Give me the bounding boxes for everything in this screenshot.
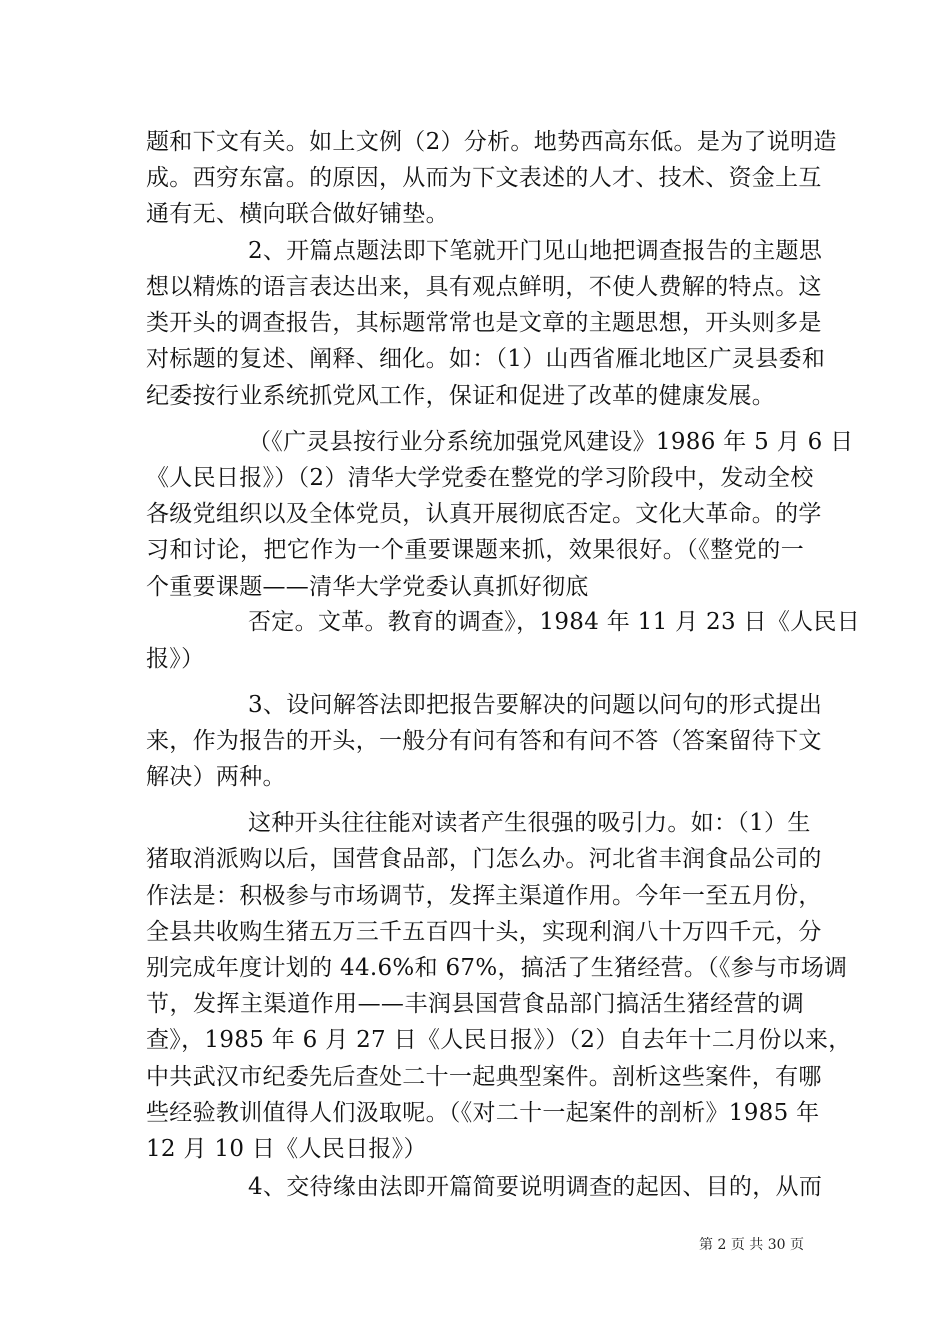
text-line: 来，作为报告的开头，一般分有问有答和有问不答（答案留待下文 — [146, 728, 822, 754]
text-line: 通有无、横向联合做好铺垫。 — [146, 201, 449, 227]
text-line: 别完成年度计划的 44.6%和 67%，搞活了生猪经营。（《参与市场调 — [146, 955, 848, 981]
text-line: 12 月 10 日《人民日报》） — [146, 1136, 427, 1162]
text-line: 纪委按行业系统抓党风工作，保证和促进了改革的健康发展。 — [146, 383, 776, 409]
text-line: 查》，1985 年 6 月 27 日《人民日报》）（2）自去年十二月份以来， — [146, 1027, 852, 1053]
text-line: 成。西穷东富。的原因，从而为下文表述的人才、技术、资金上互 — [146, 165, 822, 191]
text-line: 类开头的调查报告，其标题常常也是文章的主题思想，开头则多是 — [146, 310, 822, 336]
text-line: 全县共收购生猪五万三千五百四十头，实现利润八十万四千元，分 — [146, 919, 822, 945]
text-line: 猪取消派购以后，国营食品部，门怎么办。河北省丰润食品公司的 — [146, 846, 822, 872]
text-line: 3、设问解答法即把报告要解决的问题以问句的形式提出 — [248, 692, 823, 718]
text-line: （《广灵县按行业分系统加强党风建设》1986 年 5 月 6 日 — [248, 429, 854, 455]
text-line: 各级党组织以及全体党员，认真开展彻底否定。文化大革命。的学 — [146, 501, 822, 527]
text-line: 《人民日报》）（2）清华大学党委在整党的学习阶段中，发动全校 — [146, 465, 814, 491]
text-line: 解决）两种。 — [146, 764, 286, 790]
text-line: 个重要课题——清华大学党委认真抓好彻底 — [146, 574, 589, 600]
text-line: 题和下文有关。如上文例（2）分析。地势西高东低。是为了说明造 — [146, 129, 837, 155]
text-line: 想以精炼的语言表达出来，具有观点鲜明，不使人费解的特点。这 — [146, 274, 822, 300]
text-line: 节，发挥主渠道作用——丰润县国营食品部门搞活生猪经营的调 — [146, 991, 804, 1017]
text-line: 中共武汉市纪委先后查处二十一起典型案件。剖析这些案件，有哪 — [146, 1064, 822, 1090]
text-line: 习和讨论，把它作为一个重要课题来抓，效果很好。（《整党的一 — [146, 537, 804, 563]
text-line: 否定。文革。教育的调查》，1984 年 11 月 23 日《人民日 — [248, 609, 861, 635]
text-line: 这种开头往往能对读者产生很强的吸引力。如：（1）生 — [248, 810, 811, 836]
text-line: 作法是：积极参与市场调节，发挥主渠道作用。今年一至五月份， — [146, 883, 822, 909]
text-line: 2、开篇点题法即下笔就开门见山地把调查报告的主题思 — [248, 238, 823, 264]
text-line: 对标题的复述、阐释、细化。如：（1）山西省雁北地区广灵县委和 — [146, 346, 826, 372]
text-line: 报》） — [146, 646, 205, 672]
text-line: 些经验教训值得人们汲取呢。（《对二十一起案件的剖析》1985 年 — [146, 1100, 820, 1126]
page-number: 第 2 页 共 30 页 — [699, 1237, 804, 1253]
text-line: 4、交待缘由法即开篇简要说明调查的起因、目的，从而 — [248, 1174, 823, 1200]
